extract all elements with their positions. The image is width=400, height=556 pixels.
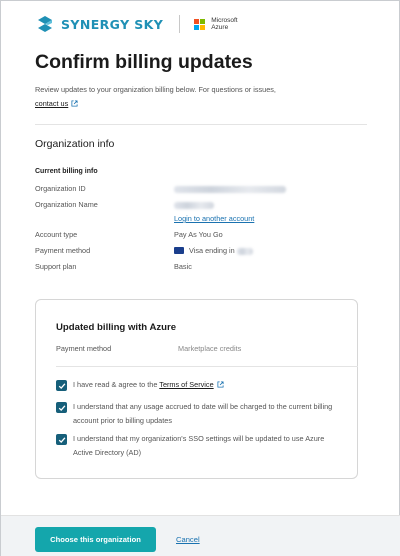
support-plan-value: Basic <box>174 262 192 271</box>
terms-of-service-link[interactable]: Terms of Service <box>159 380 214 389</box>
header <box>35 13 238 35</box>
billing-card-title: Updated billing with Azure <box>56 322 177 333</box>
org-id-value-redacted <box>174 184 286 193</box>
synergy-sky-logo-icon <box>35 14 55 34</box>
intro-text-block <box>35 83 375 111</box>
divider <box>35 124 367 125</box>
microsoft-logo-icon <box>194 19 205 30</box>
account-type-value: Pay As You Go <box>174 230 223 239</box>
contact-us-link[interactable]: contact us <box>35 99 69 108</box>
payment-method-label: Payment method <box>35 246 91 255</box>
card-divider <box>56 366 358 367</box>
external-link-icon <box>217 381 224 388</box>
account-type-label: Account type <box>35 230 78 239</box>
usage-text: I understand that any usage accrued to date will be charged to the current billing account prior to billing updates <box>73 402 333 425</box>
terms-checkbox[interactable] <box>56 380 67 391</box>
brand-name: SYNERGY SKY <box>61 16 164 32</box>
partner-line-2: Azure <box>211 24 229 31</box>
org-name-label: Organization Name <box>35 200 98 209</box>
terms-prefix: I have read & agree to the <box>73 380 158 389</box>
cancel-link[interactable]: Cancel <box>176 535 200 544</box>
payment-method-value <box>174 246 253 255</box>
external-link-icon <box>71 100 78 107</box>
org-id-label: Organization ID <box>35 184 86 193</box>
choose-organization-button[interactable]: Choose this organization <box>35 527 156 552</box>
header-divider <box>179 15 180 33</box>
checkmark-icon <box>58 436 66 444</box>
support-plan-label: Support plan <box>35 262 77 271</box>
sso-text: I understand that my organization's SSO settings will be updated to use Azure Active Directory (AD) <box>73 434 325 457</box>
sso-checkbox-row[interactable] <box>56 434 333 460</box>
usage-checkbox[interactable] <box>56 402 67 413</box>
new-payment-method-value: Marketplace credits <box>178 344 242 353</box>
terms-text <box>73 378 333 392</box>
sso-checkbox[interactable] <box>56 434 67 445</box>
section-title-org-info: Organization info <box>35 138 115 150</box>
current-billing-heading: Current billing info <box>35 168 98 175</box>
org-name-value-redacted <box>174 200 214 209</box>
terms-checkbox-row[interactable] <box>56 380 333 392</box>
page-title: Confirm billing updates <box>35 51 253 73</box>
partner-logo-text <box>211 17 237 32</box>
checkmark-icon <box>58 382 66 390</box>
login-another-account-link[interactable]: Login to another account <box>174 214 255 223</box>
partner-line-1: Microsoft <box>211 16 238 24</box>
new-payment-method-label: Payment method <box>56 344 112 353</box>
intro-text: Review updates to your organization billing below. For questions or issues, <box>35 85 276 94</box>
visa-card-icon <box>174 247 184 254</box>
usage-checkbox-row[interactable] <box>56 402 333 428</box>
checkmark-icon <box>58 404 66 412</box>
updated-billing-card <box>35 299 358 479</box>
payment-method-text: Visa ending in <box>189 246 235 255</box>
